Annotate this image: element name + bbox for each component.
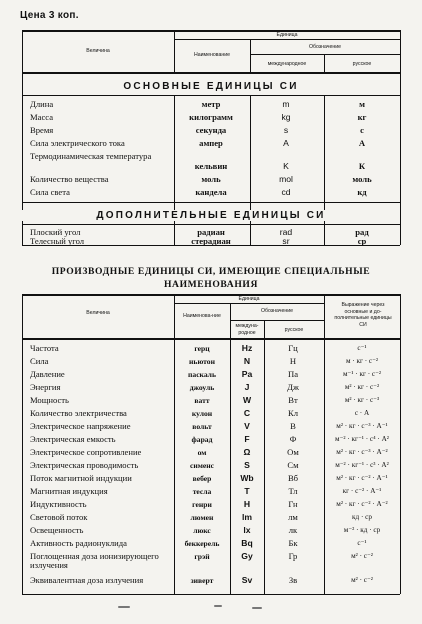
- unit-name: ом: [197, 448, 207, 457]
- unit-name: моль: [201, 174, 221, 184]
- unit-rus-symbol: Гн: [288, 499, 298, 509]
- unit-rus-symbol: м: [359, 99, 365, 109]
- unit-name: беккерель: [184, 539, 220, 548]
- section-divider: [22, 95, 400, 96]
- unit-expression: с⁻¹: [357, 344, 367, 352]
- unit-rus-symbol: Н: [289, 356, 297, 366]
- unit-name: джоуль: [189, 383, 215, 392]
- quantity-name: Сила электрического тока: [30, 138, 125, 148]
- unit-name: люмен: [190, 513, 214, 522]
- quantity-name: Телесный угол: [30, 236, 85, 246]
- table1-header-bottom: [22, 72, 400, 74]
- unit-name: радиан: [197, 227, 225, 237]
- unit-rus-symbol: Зв: [288, 575, 298, 585]
- unit-expression: кг · с⁻² · А⁻¹: [342, 487, 382, 495]
- unit-expression: м² · кг · с⁻² · А⁻²: [336, 500, 388, 508]
- unit-int-symbol: Wb: [240, 473, 254, 483]
- quantity-name: Электрическое сопротивление: [30, 447, 142, 457]
- unit-int-symbol: kg: [281, 112, 291, 122]
- unit-int-symbol: lx: [243, 525, 251, 535]
- unit-name: кулон: [191, 409, 213, 418]
- quantity-name: Частота: [30, 343, 59, 353]
- unit-rus-symbol: с: [360, 125, 364, 135]
- quantity-name: Количество вещества: [30, 174, 109, 184]
- header-russian: русское: [284, 327, 304, 333]
- unit-int-symbol: sr: [282, 236, 290, 246]
- unit-expression: м² · кг · с⁻² · А⁻¹: [336, 474, 388, 482]
- unit-name: кельвин: [194, 161, 228, 171]
- unit-name: вольт: [192, 422, 212, 431]
- table2-right-border: [400, 294, 401, 594]
- unit-int-symbol: m: [282, 99, 290, 109]
- unit-name: ватт: [194, 396, 210, 405]
- unit-name: люкс: [193, 526, 211, 535]
- table2-header-line: [174, 303, 324, 304]
- quantity-name: Энергия: [30, 382, 61, 392]
- unit-int-symbol: V: [244, 421, 250, 431]
- unit-expression: м² · кг · с⁻³: [344, 396, 380, 404]
- unit-int-symbol: J: [244, 382, 250, 392]
- print-speck: [252, 607, 262, 609]
- quantity-name: Масса: [30, 112, 54, 122]
- unit-name: кандела: [195, 187, 227, 197]
- unit-rus-symbol: кг: [357, 112, 367, 122]
- unit-expression: м · кг · с⁻²: [345, 357, 379, 365]
- unit-int-symbol: Hz: [241, 343, 253, 353]
- unit-int-symbol: Pa: [241, 369, 253, 379]
- unit-rus-symbol: Па: [287, 369, 299, 379]
- unit-rus-symbol: рад: [355, 227, 369, 237]
- unit-int-symbol: mol: [279, 174, 293, 184]
- table2-header-bottom: [22, 338, 400, 340]
- unit-name: паскаль: [188, 370, 216, 379]
- unit-name: килограмм: [189, 112, 233, 122]
- quantity-name: Освещенность: [30, 525, 84, 535]
- section-divider: [22, 224, 400, 225]
- supplementary-units-title: ДОПОЛНИТЕЛЬНЫЕ ЕДИНИЦЫ СИ: [22, 210, 400, 221]
- header-international: междуна-родное: [235, 323, 259, 336]
- header-designation: Обозначение: [308, 44, 342, 50]
- header-quantity: Величина: [86, 48, 110, 54]
- quantity-name: Поток магнитной индукции: [30, 473, 132, 483]
- table1-header-line: [250, 54, 400, 55]
- price-label: Цена 3 коп.: [20, 10, 79, 21]
- unit-rus-symbol: моль: [352, 174, 372, 184]
- unit-name: генри: [192, 500, 212, 509]
- unit-expression: м² · с⁻²: [351, 552, 373, 560]
- unit-rus-symbol: Ом: [287, 447, 299, 457]
- unit-name: зиверт: [190, 576, 214, 585]
- header-unit: Единица: [238, 296, 260, 302]
- unit-rus-symbol: Гц: [288, 343, 298, 353]
- unit-rus-symbol: Бк: [288, 538, 298, 548]
- unit-rus-symbol: К: [358, 161, 366, 171]
- unit-name: ньютон: [189, 357, 215, 366]
- base-unit-row: [22, 152, 400, 172]
- derived-unit-row: [22, 552, 400, 572]
- quantity-name: Сила: [30, 356, 49, 366]
- quantity-name: Давление: [30, 369, 65, 379]
- unit-rus-symbol: лк: [288, 525, 298, 535]
- unit-expression: м² · с⁻²: [351, 576, 373, 584]
- unit-rus-symbol: кд: [357, 187, 367, 197]
- unit-int-symbol: H: [243, 499, 251, 509]
- unit-int-symbol: T: [244, 486, 250, 496]
- unit-int-symbol: N: [243, 356, 251, 366]
- unit-int-symbol: W: [242, 395, 252, 405]
- unit-expression: м² · кг · с⁻²: [344, 383, 380, 391]
- header-international: международное: [267, 61, 307, 67]
- quantity-name: Сила света: [30, 187, 70, 197]
- unit-int-symbol: Gy: [241, 551, 253, 561]
- unit-expression: м² · кг · с⁻³ · А⁻¹: [336, 422, 388, 430]
- unit-name: сименс: [189, 461, 215, 470]
- derived-units-title-line2: НАИМЕНОВАНИЯ: [163, 279, 258, 290]
- unit-rus-symbol: Вб: [287, 473, 299, 483]
- quantity-name: Индуктивность: [30, 499, 87, 509]
- header-name: Наименова-ние: [183, 313, 221, 319]
- quantity-name: Поглощенная доза ионизирующего излучения: [30, 551, 159, 570]
- unit-int-symbol: A: [283, 138, 289, 148]
- quantity-name: Электрическая проводимость: [30, 460, 139, 470]
- unit-name: метр: [201, 99, 221, 109]
- quantity-name: Количество электричества: [30, 408, 127, 418]
- unit-rus-symbol: ср: [357, 236, 367, 246]
- unit-rus-symbol: Ф: [289, 434, 297, 444]
- quantity-name: Электрическая емкость: [30, 434, 116, 444]
- table1-right-border: [400, 30, 401, 245]
- header-unit: Единица: [276, 32, 298, 38]
- quantity-name: Электрическое напряжение: [30, 421, 131, 431]
- quantity-name: Магнитная индукция: [30, 486, 108, 496]
- unit-name: стерадиан: [191, 236, 231, 246]
- header-name: Наименование: [194, 52, 230, 58]
- unit-int-symbol: Ω: [243, 447, 251, 457]
- unit-int-symbol: Bq: [241, 538, 253, 548]
- unit-name: фарад: [191, 435, 213, 444]
- table2-header-line: [230, 320, 324, 321]
- header-expression: Выражение через основные и до-полнительные единицы СИ: [334, 302, 392, 328]
- unit-name: вебер: [192, 474, 212, 483]
- unit-int-symbol: s: [283, 125, 289, 135]
- quantity-name: Световой поток: [30, 512, 88, 522]
- unit-expression: с⁻¹: [357, 539, 367, 547]
- unit-int-symbol: cd: [281, 187, 291, 197]
- quantity-name: Эквивалентная доза излучения: [30, 575, 144, 585]
- unit-int-symbol: lm: [241, 512, 253, 522]
- derived-units-title-line1: ПРОИЗВОДНЫЕ ЕДИНИЦЫ СИ, ИМЕЮЩИЕ СПЕЦИАЛЬНЫЕ: [51, 266, 371, 277]
- quantity-name: Мощность: [30, 395, 69, 405]
- print-speck: [118, 606, 130, 608]
- quantity-name: Длина: [30, 99, 54, 109]
- quantity-name: Термодинамическая температура: [30, 151, 152, 161]
- table2-bottom-border: [22, 594, 400, 595]
- unit-name: грэй: [194, 552, 210, 561]
- quantity-name: Время: [30, 125, 54, 135]
- unit-rus-symbol: Вт: [288, 395, 298, 405]
- header-russian: русское: [352, 61, 372, 67]
- print-speck: [214, 605, 222, 607]
- unit-rus-symbol: Гр: [288, 551, 298, 561]
- unit-int-symbol: Sv: [241, 575, 253, 585]
- unit-name: ампер: [199, 138, 223, 148]
- section-divider: [22, 202, 400, 203]
- unit-name: секунда: [195, 125, 227, 135]
- unit-name: тесла: [192, 487, 212, 496]
- unit-rus-symbol: А: [358, 138, 366, 148]
- unit-expression: кд · ср: [352, 513, 372, 521]
- unit-int-symbol: S: [244, 460, 250, 470]
- unit-int-symbol: K: [283, 161, 289, 171]
- unit-expression: м⁻¹ · кг · с⁻²: [342, 370, 382, 378]
- unit-expression: с · А: [354, 409, 370, 417]
- table1-header-line: [174, 39, 400, 40]
- header-designation: Обозначение: [260, 308, 294, 314]
- unit-name: герц: [194, 344, 210, 353]
- unit-rus-symbol: Кл: [287, 408, 299, 418]
- unit-int-symbol: rad: [279, 227, 293, 237]
- base-units-title: ОСНОВНЫЕ ЕДИНИЦЫ СИ: [123, 81, 299, 92]
- unit-expression: м⁻² · кд · ср: [343, 526, 381, 534]
- unit-rus-symbol: лм: [288, 512, 298, 522]
- quantity-name: Плоский угол: [30, 227, 81, 237]
- unit-rus-symbol: В: [290, 421, 296, 431]
- unit-expression: м⁻² · кг⁻¹ · с⁴ · А²: [335, 435, 389, 443]
- quantity-name: Активность радионуклида: [30, 538, 127, 548]
- unit-int-symbol: F: [244, 434, 250, 444]
- unit-expression: м⁻² · кг⁻¹ · с³ · А²: [335, 461, 389, 469]
- header-quantity: Величина: [86, 310, 110, 316]
- unit-rus-symbol: См: [287, 460, 299, 470]
- unit-rus-symbol: Дж: [287, 382, 299, 392]
- unit-rus-symbol: Тл: [288, 486, 298, 496]
- unit-int-symbol: C: [243, 408, 251, 418]
- unit-expression: м² · кг · с⁻³ · А⁻²: [336, 448, 388, 456]
